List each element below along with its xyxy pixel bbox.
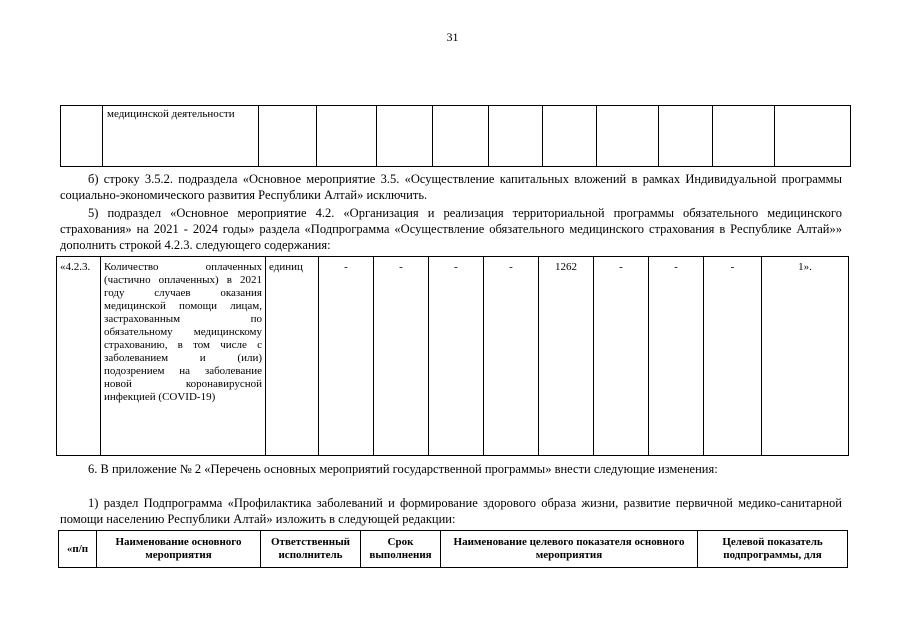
header-cell: Целевой показатель подпрограммы, для (698, 531, 848, 568)
value-cell: - (594, 257, 649, 456)
header-cell: Наименование целевого показателя основного мероприятия (441, 531, 698, 568)
header-cell: Ответственный исполнитель (261, 531, 361, 568)
table-cell (377, 106, 433, 167)
paragraph: 6. В приложение № 2 «Перечень основных мероприятий государственной программы» внести следующие изменения: (88, 462, 718, 476)
value-cell: - (429, 257, 484, 456)
table-header (58, 530, 848, 568)
table-cell (433, 106, 489, 167)
unit-cell: единиц (266, 257, 319, 456)
table-cell (489, 106, 543, 167)
header-cell: Наименование основного мероприятия (97, 531, 261, 568)
table-continued (60, 105, 851, 167)
value-cell: - (319, 257, 374, 456)
table-cell-text: медицинской деятельности (103, 106, 259, 167)
paragraph: б) строку 3.5.2. подраздела «Основное мероприятие 3.5. «Осуществление капитальных вложений в рамках Индивидуальной программы социально-экономического развития Республики Алтай» исключить. (60, 172, 842, 202)
table-cell (659, 106, 713, 167)
value-cell: - (704, 257, 762, 456)
table-cell (317, 106, 377, 167)
value-cell: - (484, 257, 539, 456)
page-number: 31 (446, 30, 459, 44)
table-cell (597, 106, 659, 167)
table-cell (713, 106, 775, 167)
row-number: «4.2.3. (57, 257, 101, 456)
table-cell (61, 106, 103, 167)
value-cell: - (649, 257, 704, 456)
value-cell: 1». (762, 257, 849, 456)
table-row-4-2-3 (56, 256, 849, 456)
paragraph: 1) раздел Подпрограмма «Профилактика заболеваний и формирование здорового образа жизни, развитие первичной медико-санитарной помощи населению Республики Алтай» изложить в следующей редакции: (60, 496, 842, 526)
table-cell (775, 106, 851, 167)
table-cell (259, 106, 317, 167)
value-cell: 1262 (539, 257, 594, 456)
indicator-name: Количество оплаченных (частично оплаченных) в 2021 году случаев оказания медицинской помощи лицам, застрахованным по обязательному медицинскому страхованию, в том числе с заболеванием и (или) подозрением на заболевание новой коронавирусной инфекцией (COVID-19) (101, 257, 266, 456)
table-cell (543, 106, 597, 167)
value-cell: - (374, 257, 429, 456)
header-cell: «п/п (59, 531, 97, 568)
header-cell: Срок выполнения (361, 531, 441, 568)
paragraph: 5) подраздел «Основное мероприятие 4.2. «Организация и реализация территориальной программы обязательного медицинского страхования» на 2021 - 2024 годы» раздела «Подпрограмма «Осуществление обязательного медицинского страхования в Республике Алтай»» дополнить строкой 4.2.3. следующего содержания: (60, 206, 842, 252)
